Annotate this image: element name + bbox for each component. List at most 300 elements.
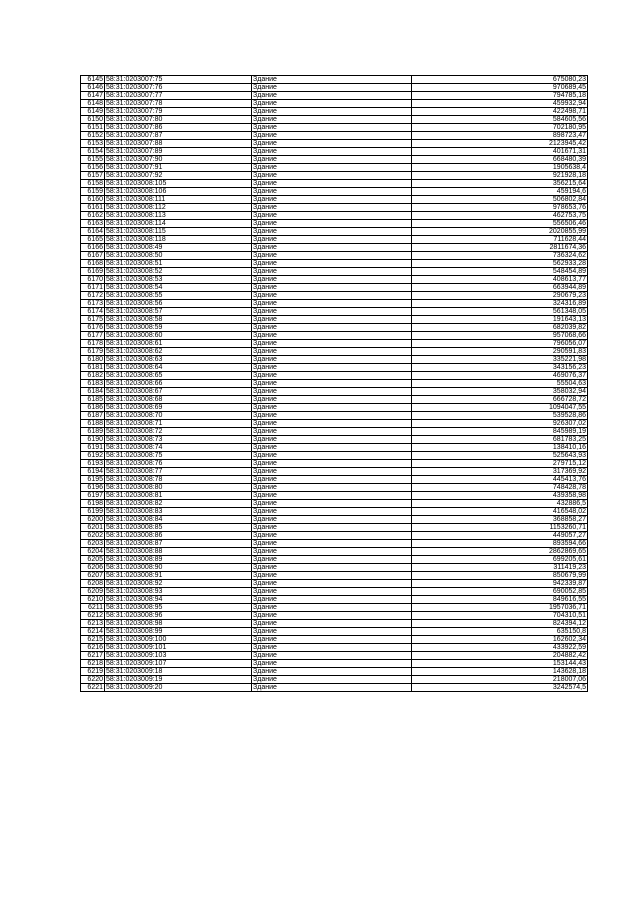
- table-row: [81, 92, 588, 100]
- table-row: [81, 284, 588, 292]
- object-type-cell: Здание: [252, 92, 412, 100]
- cadastral-number-cell: 58:31:0203007:86: [105, 124, 252, 132]
- row-number-cell: 6165: [81, 236, 105, 244]
- cadastral-value-cell: 311419,23: [412, 564, 588, 572]
- cadastral-value-cell: 416548,02: [412, 508, 588, 516]
- row-number-cell: 6181: [81, 364, 105, 372]
- table-row: [81, 268, 588, 276]
- object-type-cell: Здание: [252, 476, 412, 484]
- object-type-cell: Здание: [252, 636, 412, 644]
- row-number-cell: 6158: [81, 180, 105, 188]
- cadastral-number-cell: 58:31:0203008:99: [105, 628, 252, 636]
- table-row: [81, 84, 588, 92]
- table-row: [81, 676, 588, 684]
- cadastral-value-cell: 942339,87: [412, 580, 588, 588]
- object-type-cell: Здание: [252, 108, 412, 116]
- cadastral-value-cell: 893594,66: [412, 540, 588, 548]
- object-type-cell: Здание: [252, 628, 412, 636]
- cadastral-number-cell: 58:31:0203008:57: [105, 308, 252, 316]
- cadastral-value-cell: 343156,23: [412, 364, 588, 372]
- cadastral-value-cell: 162602,34: [412, 636, 588, 644]
- row-number-cell: 6205: [81, 556, 105, 564]
- row-number-cell: 6218: [81, 660, 105, 668]
- cadastral-number-cell: 58:31:0203008:83: [105, 508, 252, 516]
- row-number-cell: 6207: [81, 572, 105, 580]
- object-type-cell: Здание: [252, 644, 412, 652]
- table-row: [81, 460, 588, 468]
- table-row: [81, 228, 588, 236]
- cadastral-number-cell: 58:31:0203008:59: [105, 324, 252, 332]
- cadastral-number-cell: 58:31:0203008:52: [105, 268, 252, 276]
- table-row: [81, 108, 588, 116]
- row-number-cell: 6147: [81, 92, 105, 100]
- cadastral-number-cell: 58:31:0203008:105: [105, 180, 252, 188]
- cadastral-number-cell: 58:31:0203008:78: [105, 476, 252, 484]
- object-type-cell: Здание: [252, 260, 412, 268]
- cadastral-number-cell: 58:31:0203007:76: [105, 84, 252, 92]
- cadastral-number-cell: 58:31:0203008:91: [105, 572, 252, 580]
- row-number-cell: 6193: [81, 460, 105, 468]
- cadastral-value-cell: 1153260,71: [412, 524, 588, 532]
- object-type-cell: Здание: [252, 556, 412, 564]
- row-number-cell: 6162: [81, 212, 105, 220]
- row-number-cell: 6199: [81, 508, 105, 516]
- row-number-cell: 6172: [81, 292, 105, 300]
- object-type-cell: Здание: [252, 228, 412, 236]
- cadastral-number-cell: 58:31:0203008:98: [105, 620, 252, 628]
- cadastral-number-cell: 58:31:0203007:88: [105, 140, 252, 148]
- cadastral-number-cell: 58:31:0203008:93: [105, 588, 252, 596]
- cadastral-value-cell: 748428,78: [412, 484, 588, 492]
- object-type-cell: Здание: [252, 356, 412, 364]
- cadastral-number-cell: 58:31:0203008:73: [105, 436, 252, 444]
- cadastral-number-cell: 58:31:0203008:62: [105, 348, 252, 356]
- cadastral-value-cell: 2811674,36: [412, 244, 588, 252]
- cadastral-number-cell: 58:31:0203008:74: [105, 444, 252, 452]
- cadastral-value-cell: 850679,99: [412, 572, 588, 580]
- cadastral-number-cell: 58:31:0203008:114: [105, 220, 252, 228]
- object-type-cell: Здание: [252, 676, 412, 684]
- table-row: [81, 660, 588, 668]
- table-row: [81, 564, 588, 572]
- cadastral-value-cell: 449057,27: [412, 532, 588, 540]
- object-type-cell: Здание: [252, 564, 412, 572]
- object-type-cell: Здание: [252, 292, 412, 300]
- cadastral-value-cell: 459194,6: [412, 188, 588, 196]
- table-row: [81, 356, 588, 364]
- cadastral-number-cell: 58:31:0203009:18: [105, 668, 252, 676]
- table-row: [81, 140, 588, 148]
- table-row: [81, 596, 588, 604]
- cadastral-value-cell: 2862869,65: [412, 548, 588, 556]
- object-type-cell: Здание: [252, 284, 412, 292]
- cadastral-number-cell: 58:31:0203007:80: [105, 116, 252, 124]
- cadastral-value-cell: 153144,43: [412, 660, 588, 668]
- table-row: [81, 468, 588, 476]
- cadastral-number-cell: 58:31:0203008:54: [105, 284, 252, 292]
- row-number-cell: 6189: [81, 428, 105, 436]
- object-type-cell: Здание: [252, 540, 412, 548]
- cadastral-value-cell: 2020855,99: [412, 228, 588, 236]
- row-number-cell: 6175: [81, 316, 105, 324]
- row-number-cell: 6161: [81, 204, 105, 212]
- object-type-cell: Здание: [252, 268, 412, 276]
- cadastral-number-cell: 58:31:0203008:113: [105, 212, 252, 220]
- row-number-cell: 6208: [81, 580, 105, 588]
- table-row: [81, 508, 588, 516]
- table-row: [81, 516, 588, 524]
- row-number-cell: 6211: [81, 604, 105, 612]
- object-type-cell: Здание: [252, 412, 412, 420]
- cadastral-value-cell: 445413,76: [412, 476, 588, 484]
- object-type-cell: Здание: [252, 492, 412, 500]
- row-number-cell: 6173: [81, 300, 105, 308]
- table-row: [81, 612, 588, 620]
- object-type-cell: Здание: [252, 116, 412, 124]
- cadastral-number-cell: 58:31:0203008:51: [105, 260, 252, 268]
- row-number-cell: 6194: [81, 468, 105, 476]
- cadastral-value-cell: 317369,92: [412, 468, 588, 476]
- table-row: [81, 628, 588, 636]
- row-number-cell: 6146: [81, 84, 105, 92]
- cadastral-value-cell: 699205,61: [412, 556, 588, 564]
- cadastral-value-cell: 824394,12: [412, 620, 588, 628]
- cadastral-number-cell: 58:31:0203008:55: [105, 292, 252, 300]
- row-number-cell: 6215: [81, 636, 105, 644]
- row-number-cell: 6180: [81, 356, 105, 364]
- object-type-cell: Здание: [252, 204, 412, 212]
- table-row: [81, 348, 588, 356]
- row-number-cell: 6154: [81, 148, 105, 156]
- object-type-cell: Здание: [252, 684, 412, 692]
- cadastral-value-cell: 469076,37: [412, 372, 588, 380]
- cadastral-number-cell: 58:31:0203009:100: [105, 636, 252, 644]
- cadastral-value-cell: 143628,18: [412, 668, 588, 676]
- row-number-cell: 6171: [81, 284, 105, 292]
- table-row: [81, 396, 588, 404]
- cadastral-number-cell: 58:31:0203008:70: [105, 412, 252, 420]
- table-row: [81, 196, 588, 204]
- object-type-cell: Здание: [252, 156, 412, 164]
- cadastral-value-cell: 970689,45: [412, 84, 588, 92]
- table-row: [81, 452, 588, 460]
- cadastral-number-cell: 58:31:0203008:49: [105, 244, 252, 252]
- row-number-cell: 6216: [81, 644, 105, 652]
- object-type-cell: Здание: [252, 484, 412, 492]
- cadastral-value-cell: 898723,47: [412, 132, 588, 140]
- object-type-cell: Здание: [252, 596, 412, 604]
- cadastral-number-cell: 58:31:0203007:77: [105, 92, 252, 100]
- cadastral-number-cell: 58:31:0203008:77: [105, 468, 252, 476]
- object-type-cell: Здание: [252, 244, 412, 252]
- table-row: [81, 532, 588, 540]
- table-row: [81, 588, 588, 596]
- table-row: [81, 252, 588, 260]
- table-row: [81, 380, 588, 388]
- cadastral-number-cell: 58:31:0203008:96: [105, 612, 252, 620]
- cadastral-value-cell: 138410,16: [412, 444, 588, 452]
- table-row: [81, 172, 588, 180]
- table-row: [81, 388, 588, 396]
- cadastral-value-cell: 218007,06: [412, 676, 588, 684]
- table-row: [81, 572, 588, 580]
- row-number-cell: 6221: [81, 684, 105, 692]
- row-number-cell: 6148: [81, 100, 105, 108]
- object-type-cell: Здание: [252, 588, 412, 596]
- object-type-cell: Здание: [252, 572, 412, 580]
- row-number-cell: 6145: [81, 76, 105, 84]
- cadastral-number-cell: 58:31:0203008:65: [105, 372, 252, 380]
- row-number-cell: 6209: [81, 588, 105, 596]
- cadastral-value-cell: 506802,84: [412, 196, 588, 204]
- cadastral-number-cell: 58:31:0203008:95: [105, 604, 252, 612]
- row-number-cell: 6212: [81, 612, 105, 620]
- table-row: [81, 324, 588, 332]
- row-number-cell: 6188: [81, 420, 105, 428]
- table-row: [81, 540, 588, 548]
- object-type-cell: Здание: [252, 508, 412, 516]
- object-type-cell: Здание: [252, 348, 412, 356]
- object-type-cell: Здание: [252, 196, 412, 204]
- row-number-cell: 6149: [81, 108, 105, 116]
- row-number-cell: 6174: [81, 308, 105, 316]
- row-number-cell: 6200: [81, 516, 105, 524]
- object-type-cell: Здание: [252, 76, 412, 84]
- cadastral-number-cell: 58:31:0203007:79: [105, 108, 252, 116]
- row-number-cell: 6203: [81, 540, 105, 548]
- table-row: [81, 484, 588, 492]
- table-row: [81, 260, 588, 268]
- cadastral-number-cell: 58:31:0203008:75: [105, 452, 252, 460]
- object-type-cell: Здание: [252, 580, 412, 588]
- object-type-cell: Здание: [252, 132, 412, 140]
- cadastral-value-cell: 675080,23: [412, 76, 588, 84]
- cadastral-number-cell: 58:31:0203008:71: [105, 420, 252, 428]
- cadastral-number-cell: 58:31:0203009:20: [105, 684, 252, 692]
- cadastral-value-cell: 290591,83: [412, 348, 588, 356]
- cadastral-number-cell: 58:31:0203008:67: [105, 388, 252, 396]
- cadastral-number-cell: 58:31:0203007:91: [105, 164, 252, 172]
- row-number-cell: 6166: [81, 244, 105, 252]
- table-row: [81, 164, 588, 172]
- row-number-cell: 6202: [81, 532, 105, 540]
- object-type-cell: Здание: [252, 548, 412, 556]
- cadastral-number-cell: 58:31:0203008:53: [105, 276, 252, 284]
- table-row: [81, 276, 588, 284]
- table-row: [81, 340, 588, 348]
- table-row: [81, 316, 588, 324]
- object-type-cell: Здание: [252, 212, 412, 220]
- table-row: [81, 436, 588, 444]
- cadastral-number-cell: 58:31:0203008:81: [105, 492, 252, 500]
- table-row: [81, 412, 588, 420]
- object-type-cell: Здание: [252, 428, 412, 436]
- cadastral-value-cell: 1094047,55: [412, 404, 588, 412]
- cadastral-number-cell: 58:31:0203008:58: [105, 316, 252, 324]
- cadastral-number-cell: 58:31:0203009:107: [105, 660, 252, 668]
- table-row: [81, 604, 588, 612]
- table-row: [81, 244, 588, 252]
- cadastral-value-table: [80, 75, 588, 692]
- cadastral-value-cell: 358032,94: [412, 388, 588, 396]
- cadastral-number-cell: 58:31:0203008:111: [105, 196, 252, 204]
- table-row: [81, 300, 588, 308]
- cadastral-number-cell: 58:31:0203007:92: [105, 172, 252, 180]
- table-row: [81, 372, 588, 380]
- object-type-cell: Здание: [252, 84, 412, 92]
- object-type-cell: Здание: [252, 404, 412, 412]
- cadastral-value-cell: 279715,12: [412, 460, 588, 468]
- table-body: [81, 76, 588, 692]
- cadastral-value-cell: 439358,98: [412, 492, 588, 500]
- cadastral-value-cell: 957068,66: [412, 332, 588, 340]
- table-row: [81, 364, 588, 372]
- cadastral-number-cell: 58:31:0203008:92: [105, 580, 252, 588]
- cadastral-value-cell: 926307,02: [412, 420, 588, 428]
- cadastral-value-cell: 1905638,4: [412, 164, 588, 172]
- cadastral-value-cell: 666728,72: [412, 396, 588, 404]
- table-row: [81, 428, 588, 436]
- cadastral-number-cell: 58:31:0203008:61: [105, 340, 252, 348]
- row-number-cell: 6152: [81, 132, 105, 140]
- cadastral-value-cell: 978653,76: [412, 204, 588, 212]
- row-number-cell: 6157: [81, 172, 105, 180]
- table-row: [81, 220, 588, 228]
- row-number-cell: 6186: [81, 404, 105, 412]
- cadastral-value-cell: 704310,51: [412, 612, 588, 620]
- cadastral-number-cell: 58:31:0203007:75: [105, 76, 252, 84]
- cadastral-value-cell: 2123945,42: [412, 140, 588, 148]
- row-number-cell: 6183: [81, 380, 105, 388]
- object-type-cell: Здание: [252, 668, 412, 676]
- cadastral-value-cell: 204882,42: [412, 652, 588, 660]
- cadastral-value-cell: 794785,18: [412, 92, 588, 100]
- cadastral-value-cell: 408613,77: [412, 276, 588, 284]
- row-number-cell: 6206: [81, 564, 105, 572]
- object-type-cell: Здание: [252, 364, 412, 372]
- cadastral-value-cell: 191643,13: [412, 316, 588, 324]
- object-type-cell: Здание: [252, 332, 412, 340]
- table-row: [81, 332, 588, 340]
- table-row: [81, 180, 588, 188]
- cadastral-number-cell: 58:31:0203008:50: [105, 252, 252, 260]
- object-type-cell: Здание: [252, 620, 412, 628]
- row-number-cell: 6169: [81, 268, 105, 276]
- cadastral-number-cell: 58:31:0203008:87: [105, 540, 252, 548]
- cadastral-number-cell: 58:31:0203008:112: [105, 204, 252, 212]
- object-type-cell: Здание: [252, 188, 412, 196]
- cadastral-number-cell: 58:31:0203008:90: [105, 564, 252, 572]
- cadastral-value-cell: 462753,75: [412, 212, 588, 220]
- table-row: [81, 204, 588, 212]
- cadastral-number-cell: 58:31:0203008:94: [105, 596, 252, 604]
- cadastral-value-cell: 55504,63: [412, 380, 588, 388]
- row-number-cell: 6213: [81, 620, 105, 628]
- row-number-cell: 6197: [81, 492, 105, 500]
- row-number-cell: 6217: [81, 652, 105, 660]
- cadastral-value-cell: 736324,62: [412, 252, 588, 260]
- row-number-cell: 6160: [81, 196, 105, 204]
- object-type-cell: Здание: [252, 372, 412, 380]
- object-type-cell: Здание: [252, 524, 412, 532]
- cadastral-number-cell: 58:31:0203008:72: [105, 428, 252, 436]
- object-type-cell: Здание: [252, 164, 412, 172]
- row-number-cell: 6185: [81, 396, 105, 404]
- table-row: [81, 548, 588, 556]
- row-number-cell: 6168: [81, 260, 105, 268]
- object-type-cell: Здание: [252, 460, 412, 468]
- object-type-cell: Здание: [252, 436, 412, 444]
- cadastral-number-cell: 58:31:0203008:66: [105, 380, 252, 388]
- table-row: [81, 124, 588, 132]
- cadastral-number-cell: 58:31:0203008:63: [105, 356, 252, 364]
- table-row: [81, 212, 588, 220]
- row-number-cell: 6201: [81, 524, 105, 532]
- row-number-cell: 6191: [81, 444, 105, 452]
- object-type-cell: Здание: [252, 420, 412, 428]
- table-row: [81, 116, 588, 124]
- cadastral-number-cell: 58:31:0203008:56: [105, 300, 252, 308]
- cadastral-value-cell: 324316,89: [412, 300, 588, 308]
- object-type-cell: Здание: [252, 316, 412, 324]
- row-number-cell: 6198: [81, 500, 105, 508]
- object-type-cell: Здание: [252, 276, 412, 284]
- cadastral-value-cell: 433922,59: [412, 644, 588, 652]
- row-number-cell: 6167: [81, 252, 105, 260]
- cadastral-value-cell: 561348,05: [412, 308, 588, 316]
- object-type-cell: Здание: [252, 380, 412, 388]
- table-row: [81, 636, 588, 644]
- row-number-cell: 6178: [81, 340, 105, 348]
- cadastral-number-cell: 58:31:0203008:89: [105, 556, 252, 564]
- row-number-cell: 6210: [81, 596, 105, 604]
- object-type-cell: Здание: [252, 252, 412, 260]
- row-number-cell: 6204: [81, 548, 105, 556]
- cadastral-number-cell: 58:31:0203008:115: [105, 228, 252, 236]
- cadastral-number-cell: 58:31:0203008:86: [105, 532, 252, 540]
- cadastral-number-cell: 58:31:0203007:89: [105, 148, 252, 156]
- object-type-cell: Здание: [252, 612, 412, 620]
- cadastral-value-cell: 401671,31: [412, 148, 588, 156]
- row-number-cell: 6192: [81, 452, 105, 460]
- table-row: [81, 580, 588, 588]
- object-type-cell: Здание: [252, 324, 412, 332]
- object-type-cell: Здание: [252, 604, 412, 612]
- table-row: [81, 404, 588, 412]
- cadastral-number-cell: 58:31:0203008:106: [105, 188, 252, 196]
- row-number-cell: 6187: [81, 412, 105, 420]
- object-type-cell: Здание: [252, 500, 412, 508]
- cadastral-value-cell: 711628,44: [412, 236, 588, 244]
- table-row: [81, 620, 588, 628]
- cadastral-number-cell: 58:31:0203009:19: [105, 676, 252, 684]
- cadastral-value-cell: 682039,82: [412, 324, 588, 332]
- row-number-cell: 6214: [81, 628, 105, 636]
- table-row: [81, 684, 588, 692]
- cadastral-number-cell: 58:31:0203008:82: [105, 500, 252, 508]
- object-type-cell: Здание: [252, 396, 412, 404]
- table-row: [81, 148, 588, 156]
- table-row: [81, 652, 588, 660]
- row-number-cell: 6164: [81, 228, 105, 236]
- cadastral-number-cell: 58:31:0203008:68: [105, 396, 252, 404]
- row-number-cell: 6196: [81, 484, 105, 492]
- object-type-cell: Здание: [252, 172, 412, 180]
- cadastral-value-cell: 422498,71: [412, 108, 588, 116]
- row-number-cell: 6150: [81, 116, 105, 124]
- row-number-cell: 6159: [81, 188, 105, 196]
- table-row: [81, 236, 588, 244]
